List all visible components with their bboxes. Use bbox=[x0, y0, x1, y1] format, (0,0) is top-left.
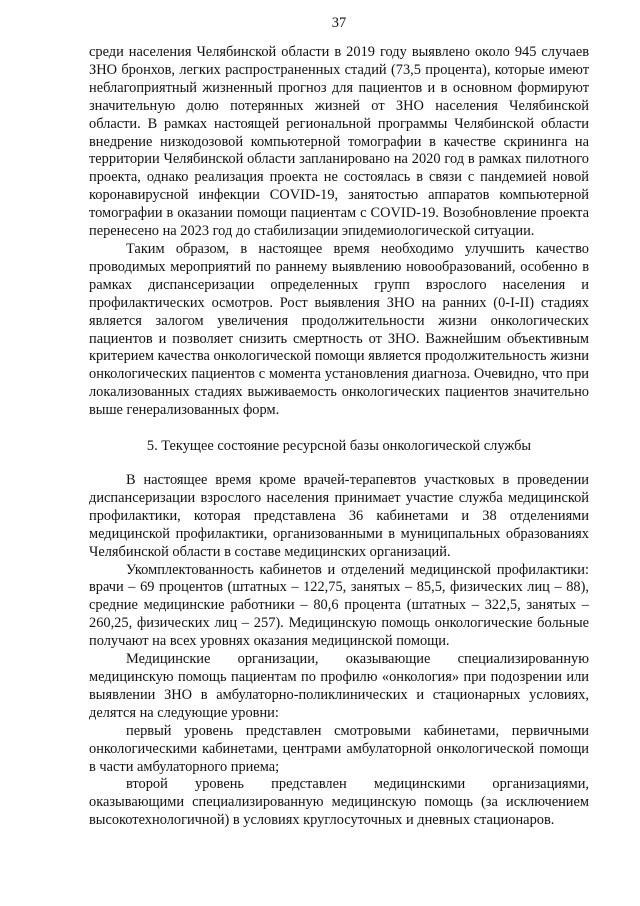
paragraph-second-level: второй уровень представлен медицинскими организациями, оказывающими специализированную медицинскую помощь (за исключением высокотехнологичной) в условиях круглосуточных и дневных стационаров. bbox=[89, 776, 589, 829]
paragraph-care-levels: Медицинские организации, оказывающие специализированную медицинскую помощь пациентам по профилю «онкология» при подозрении или выявлении ЗНО в амбулаторно-поликлинических и стационарных условиях, делятся на следующие уровни: bbox=[89, 651, 589, 721]
paragraph-prevention-service: В настоящее время кроме врачей-терапевтов участковых в проведении диспансеризации взрослого населения принимает участие служба медицинской профилактики, которая представлена 36 кабинетами и 38 отделениями медицинской профилактики, организованными в муниципальных образованиях Челябинской области в составе медицинских организаций. bbox=[89, 472, 589, 560]
paragraph-staffing: Укомплектованность кабинетов и отделений медицинской профилактики: врачи – 69 процентов (штатных – 122,75, занятых – 85,5, физических лиц – 88), средние медицинские работники – 80,6 процента (штатных – 322,5, занятых – 260,25, физических лиц – 257). Медицинскую помощь онкологические больные получают на всех уровнях оказания медицинской помощи. bbox=[89, 561, 589, 650]
page-number: 37 bbox=[331, 15, 347, 31]
section-heading: 5. Текущее состояние ресурсной базы онкологической службы bbox=[146, 438, 532, 455]
paragraph-first-level: первый уровень представлен смотровыми кабинетами, первичными онкологическими кабинетами, центрами амбулаторной онкологической помощи в части амбулаторного приема; bbox=[89, 722, 589, 775]
paragraph-lung-cancer-screening: среди населения Челябинской области в 2019 году выявлено около 945 случаев ЗНО бронхов, легких распространенных стадий (73,5 процента), которые имеют неблагоприятный жизненный прогноз для пациентов и в основном формируют значительную долю потерянных жизней от ЗНО населения Челябинской области. В рамках настоящей региональной программы Челябинской области внедрение низкодозовой компьютерной томографии в качестве скрининга на территории Челябинской области запланировано на 2020 год в рамках пилотного проекта, однако реализация проекта не состоялась в связи с пандемией новой коронавирусной инфекции COVID-19, занятостью аппаратов компьютерной томографии в оказании помощи пациентам с COVID-19. Возобновление проекта перенесено на 2023 год до стабилизации эпидемиологической ситуации. bbox=[89, 44, 589, 240]
paragraph-early-detection: Таким образом, в настоящее время необходимо улучшить качество проводимых мероприятий по раннему выявлению новообразований, особенно в рамках диспансеризации определенных групп взрослого населения и профилактических осмотров. Рост выявления ЗНО на ранних (0-I-II) стадиях является залогом увеличения продолжительности жизни онкологических пациентов и позволяет снизить смертность от ЗНО. Важнейшим объективным критерием качества онкологической помощи является продолжительность жизни онкологических пациентов с момента установления диагноза. Очевидно, что при локализованных стадиях выживаемость онкологических пациентов значительно выше генерализованных форм. bbox=[89, 240, 589, 419]
document-page bbox=[89, 14, 589, 830]
